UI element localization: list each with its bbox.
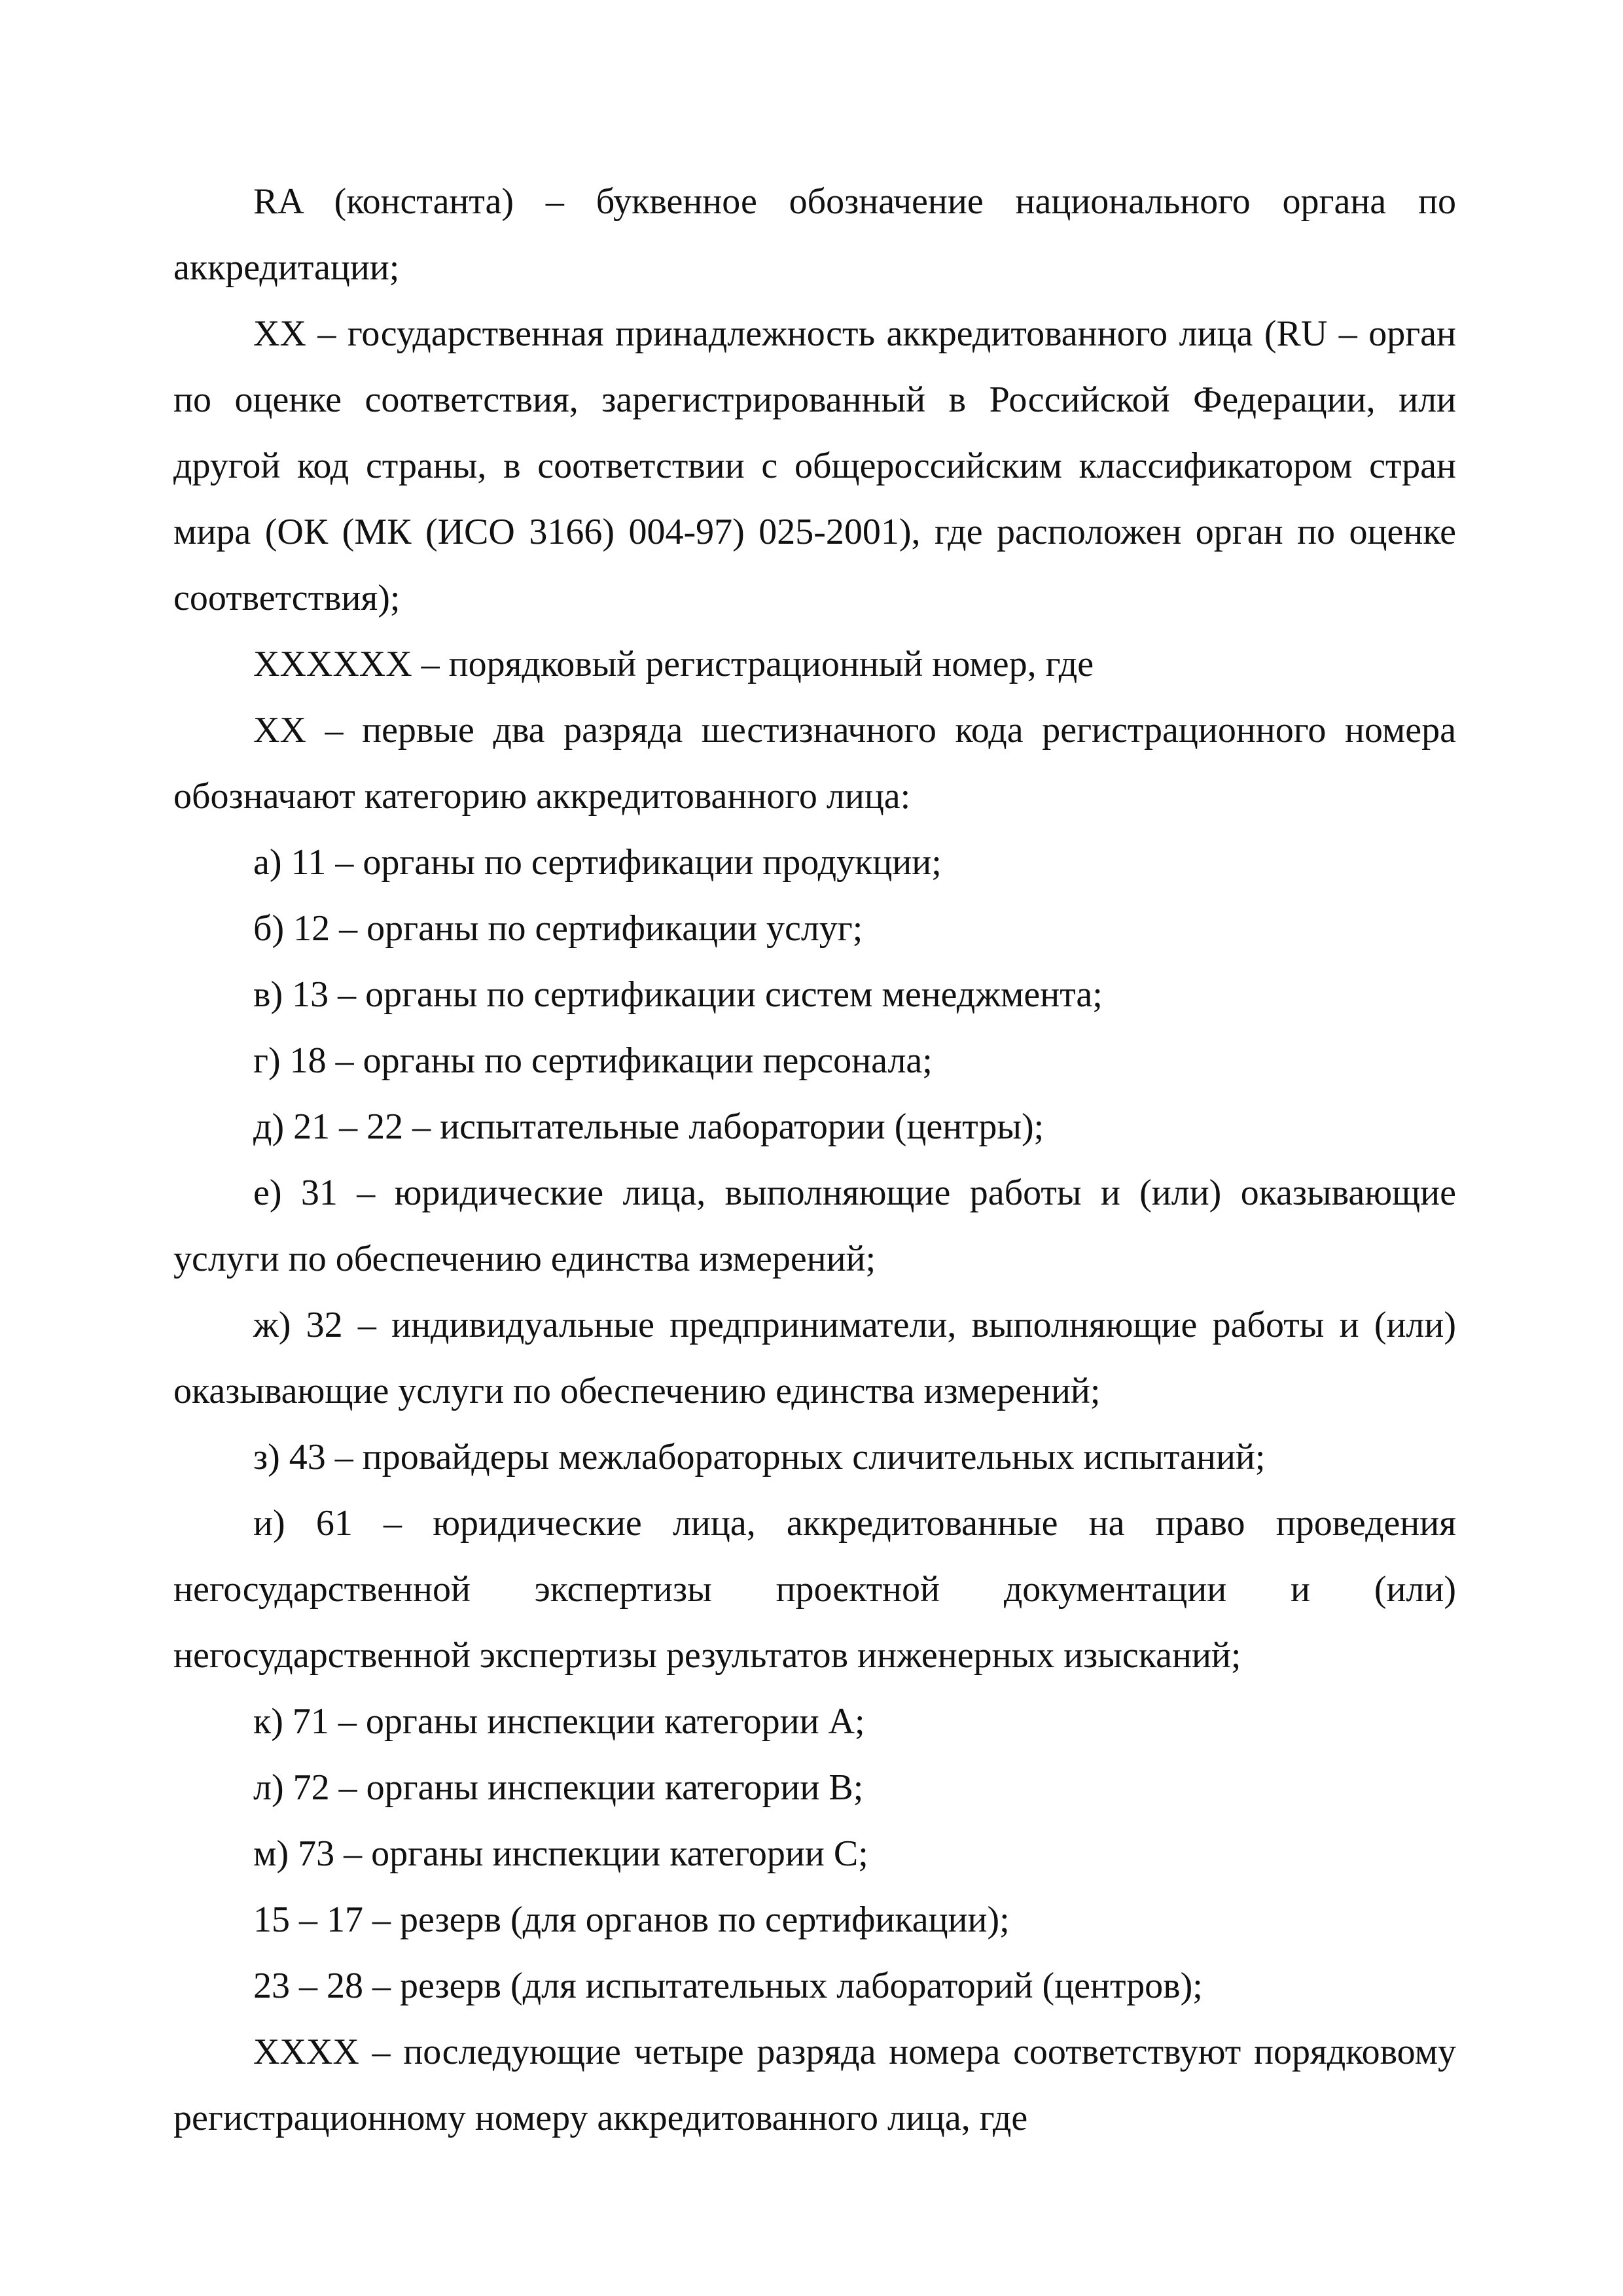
- list-item-g: г) 18 – органы по сертификации персонала;: [253, 1040, 933, 1081]
- list-item-k: к) 71 – органы инспекции категории А;: [253, 1701, 865, 1742]
- list-item-d: д) 21 – 22 – испытательные лаборатории (центры);: [253, 1106, 1044, 1147]
- list-item-l: л) 72 – органы инспекции категории В;: [253, 1767, 864, 1808]
- paragraph-reserve-laboratories: 23 – 28 – резерв (для испытательных лабораторий (центров);: [253, 1966, 1203, 2006]
- document-page: [173, 169, 1456, 2151]
- list-item-v: в) 13 – органы по сертификации систем менеджмента;: [253, 974, 1103, 1015]
- list-item-e: е) 31 – юридические лица, выполняющие работы и (или) оказывающие услуги по обеспечению единства измерений;: [173, 1173, 1456, 1279]
- list-item-z: з) 43 – провайдеры межлабораторных сличительных испытаний;: [253, 1437, 1266, 1477]
- list-item-zh: ж) 32 – индивидуальные предприниматели, выполняющие работы и (или) оказывающие услуги по обеспечению единства измерений;: [173, 1305, 1456, 1411]
- paragraph-last-four-digits: XXXX – последующие четыре разряда номера соответствуют порядковому регистрационному номеру аккредитованного лица, где: [173, 2032, 1456, 2138]
- list-item-b: б) 12 – органы по сертификации услуг;: [253, 908, 863, 949]
- paragraph-reserve-certification: 15 – 17 – резерв (для органов по сертификации);: [253, 1899, 1010, 1940]
- paragraph-country-code: XX – государственная принадлежность аккредитованного лица (RU – орган по оценке соответствия, зарегистрированный в Российской Федерации, или другой код страны, в соответствии с общероссийским классификатором стран мира (ОК (МК (ИСО 3166) 004-97) 025-2001), где расположен орган по оценке соответствия);: [173, 313, 1456, 618]
- list-item-i: и) 61 – юридические лица, аккредитованные на право проведения негосударственной экспертизы проектной документации и (или) негосударственной экспертизы результатов инженерных изысканий;: [173, 1503, 1456, 1676]
- list-item-a: а) 11 – органы по сертификации продукции;: [253, 842, 942, 883]
- paragraph-ra-definition: RA (константа) – буквенное обозначение национального органа по аккредитации;: [173, 181, 1456, 288]
- list-item-m: м) 73 – органы инспекции категории С;: [253, 1833, 868, 1874]
- paragraph-category-digits: XX – первые два разряда шестизначного кода регистрационного номера обозначают категорию аккредитованного лица:: [173, 710, 1456, 817]
- paragraph-registration-number: XXXXXX – порядковый регистрационный номер, где: [253, 644, 1094, 684]
